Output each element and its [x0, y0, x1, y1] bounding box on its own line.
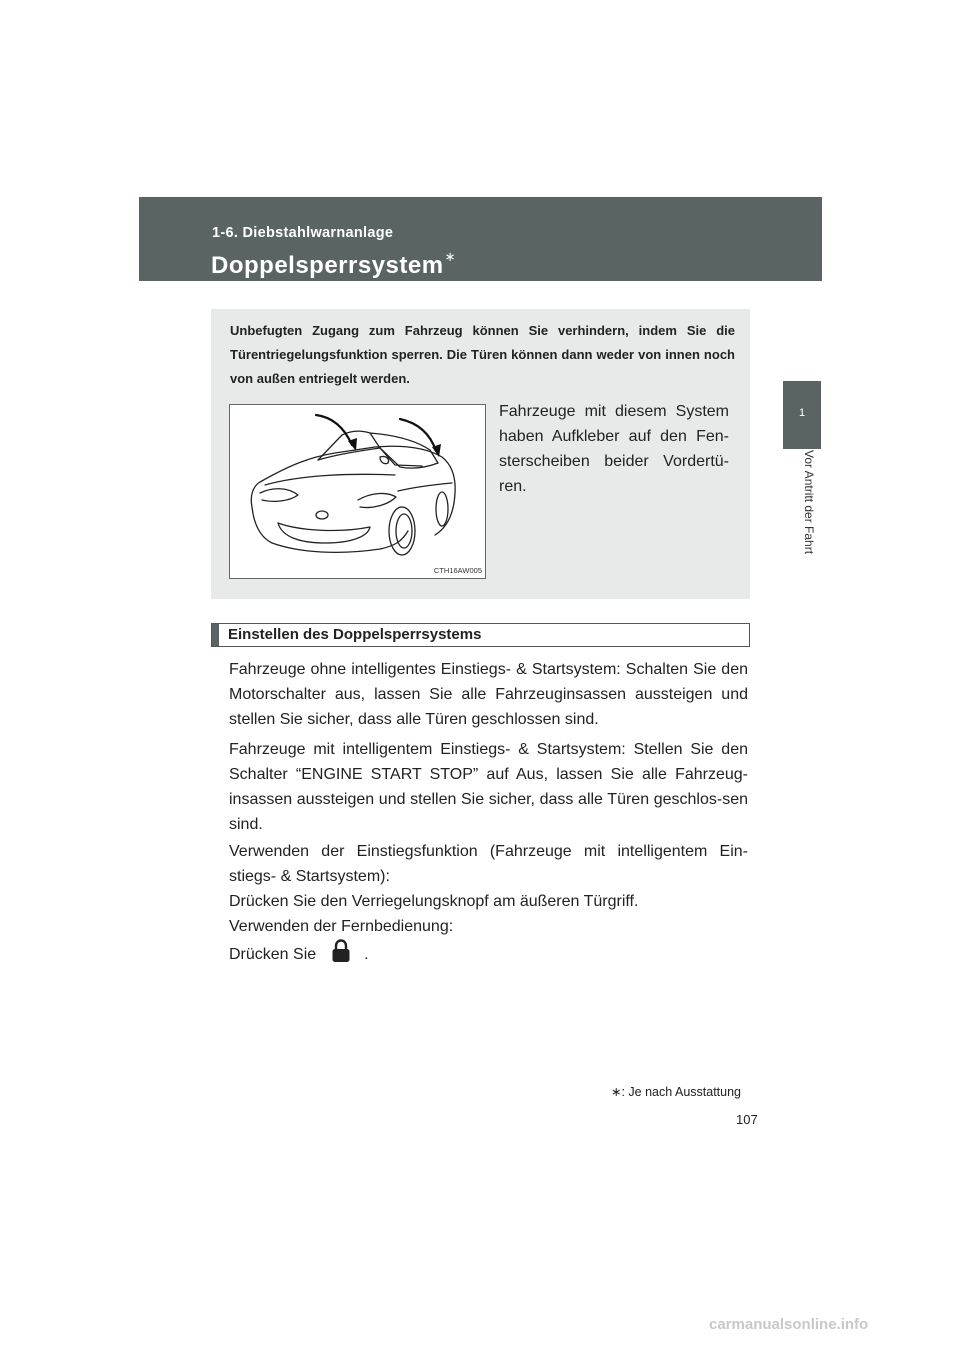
remote-action-end: . [364, 946, 369, 963]
remote-action: Drücken Sie [229, 946, 317, 963]
lock-icon [330, 939, 352, 963]
page-title [211, 249, 456, 280]
title-footnote-mark: ∗ [444, 249, 456, 264]
section-label: 1-6. Diebstahlwarnanlage [212, 225, 394, 241]
section-heading-text: Einstellen des Doppelsperrsystems [228, 626, 482, 643]
paragraph-entry-function [229, 839, 748, 967]
chapter-caption-text: Vor Antritt der Fahrt [802, 450, 816, 555]
intro-box [211, 309, 750, 599]
watermark: carmanualsonline.info [709, 1316, 869, 1333]
chapter-number: 1 [798, 407, 806, 419]
remote-intro: Verwenden der Fernbedienung: [229, 918, 454, 935]
chapter-caption [802, 450, 822, 600]
intro-text: Unbefugten Zugang zum Fahrzeug können Sie verhindern, indem Sie die Türentriegelungsfunktion sperren. Die Türen können dann weder von innen noch von außen entriegelt werden. [230, 323, 735, 386]
figure-caption: Fahrzeuge mit diesem System haben Aufkleber auf den Fen-sterscheiben beider Vordertü-ren. [499, 403, 729, 495]
entry-action: Drücken Sie den Verriegelungsknopf am äußeren Türgriff. [229, 893, 639, 910]
footnote-text: : Je nach Ausstattung [621, 1085, 742, 1099]
figure-code: CTH16AW005 [433, 566, 482, 575]
car-with-window-stickers-icon [230, 405, 485, 578]
paragraph-no-smart-key: Fahrzeuge ohne intelligentes Einstiegs- & Startsystem: Schalten Sie den Motorschalter aus, lassen Sie alle Fahrzeuginsassen aussteigen und stellen Sie sicher, dass alle Türen geschlossen sind. [229, 661, 748, 728]
chapter-tab [783, 381, 821, 449]
entry-intro: Verwenden der Einstiegsfunktion (Fahrzeuge mit intelligentem Ein-stiegs- & Startsystem): [229, 843, 748, 885]
footnote [611, 1084, 741, 1099]
page-number: 107 [736, 1112, 758, 1127]
paragraph-smart-key: Fahrzeuge mit intelligentem Einstiegs- & Startsystem: Stellen Sie den Schalter “ENGINE START STOP” auf Aus, lassen Sie alle Fahrzeug-insassen aussteigen und stellen Sie sicher, dass alle Türen geschlos-sen sind. [229, 741, 748, 833]
car-figure [229, 404, 486, 579]
section-heading-bar [212, 624, 219, 646]
footnote-mark: ∗ [611, 1085, 622, 1099]
section-heading [211, 623, 750, 647]
page-title-text: Doppelsperrsystem [211, 252, 444, 279]
